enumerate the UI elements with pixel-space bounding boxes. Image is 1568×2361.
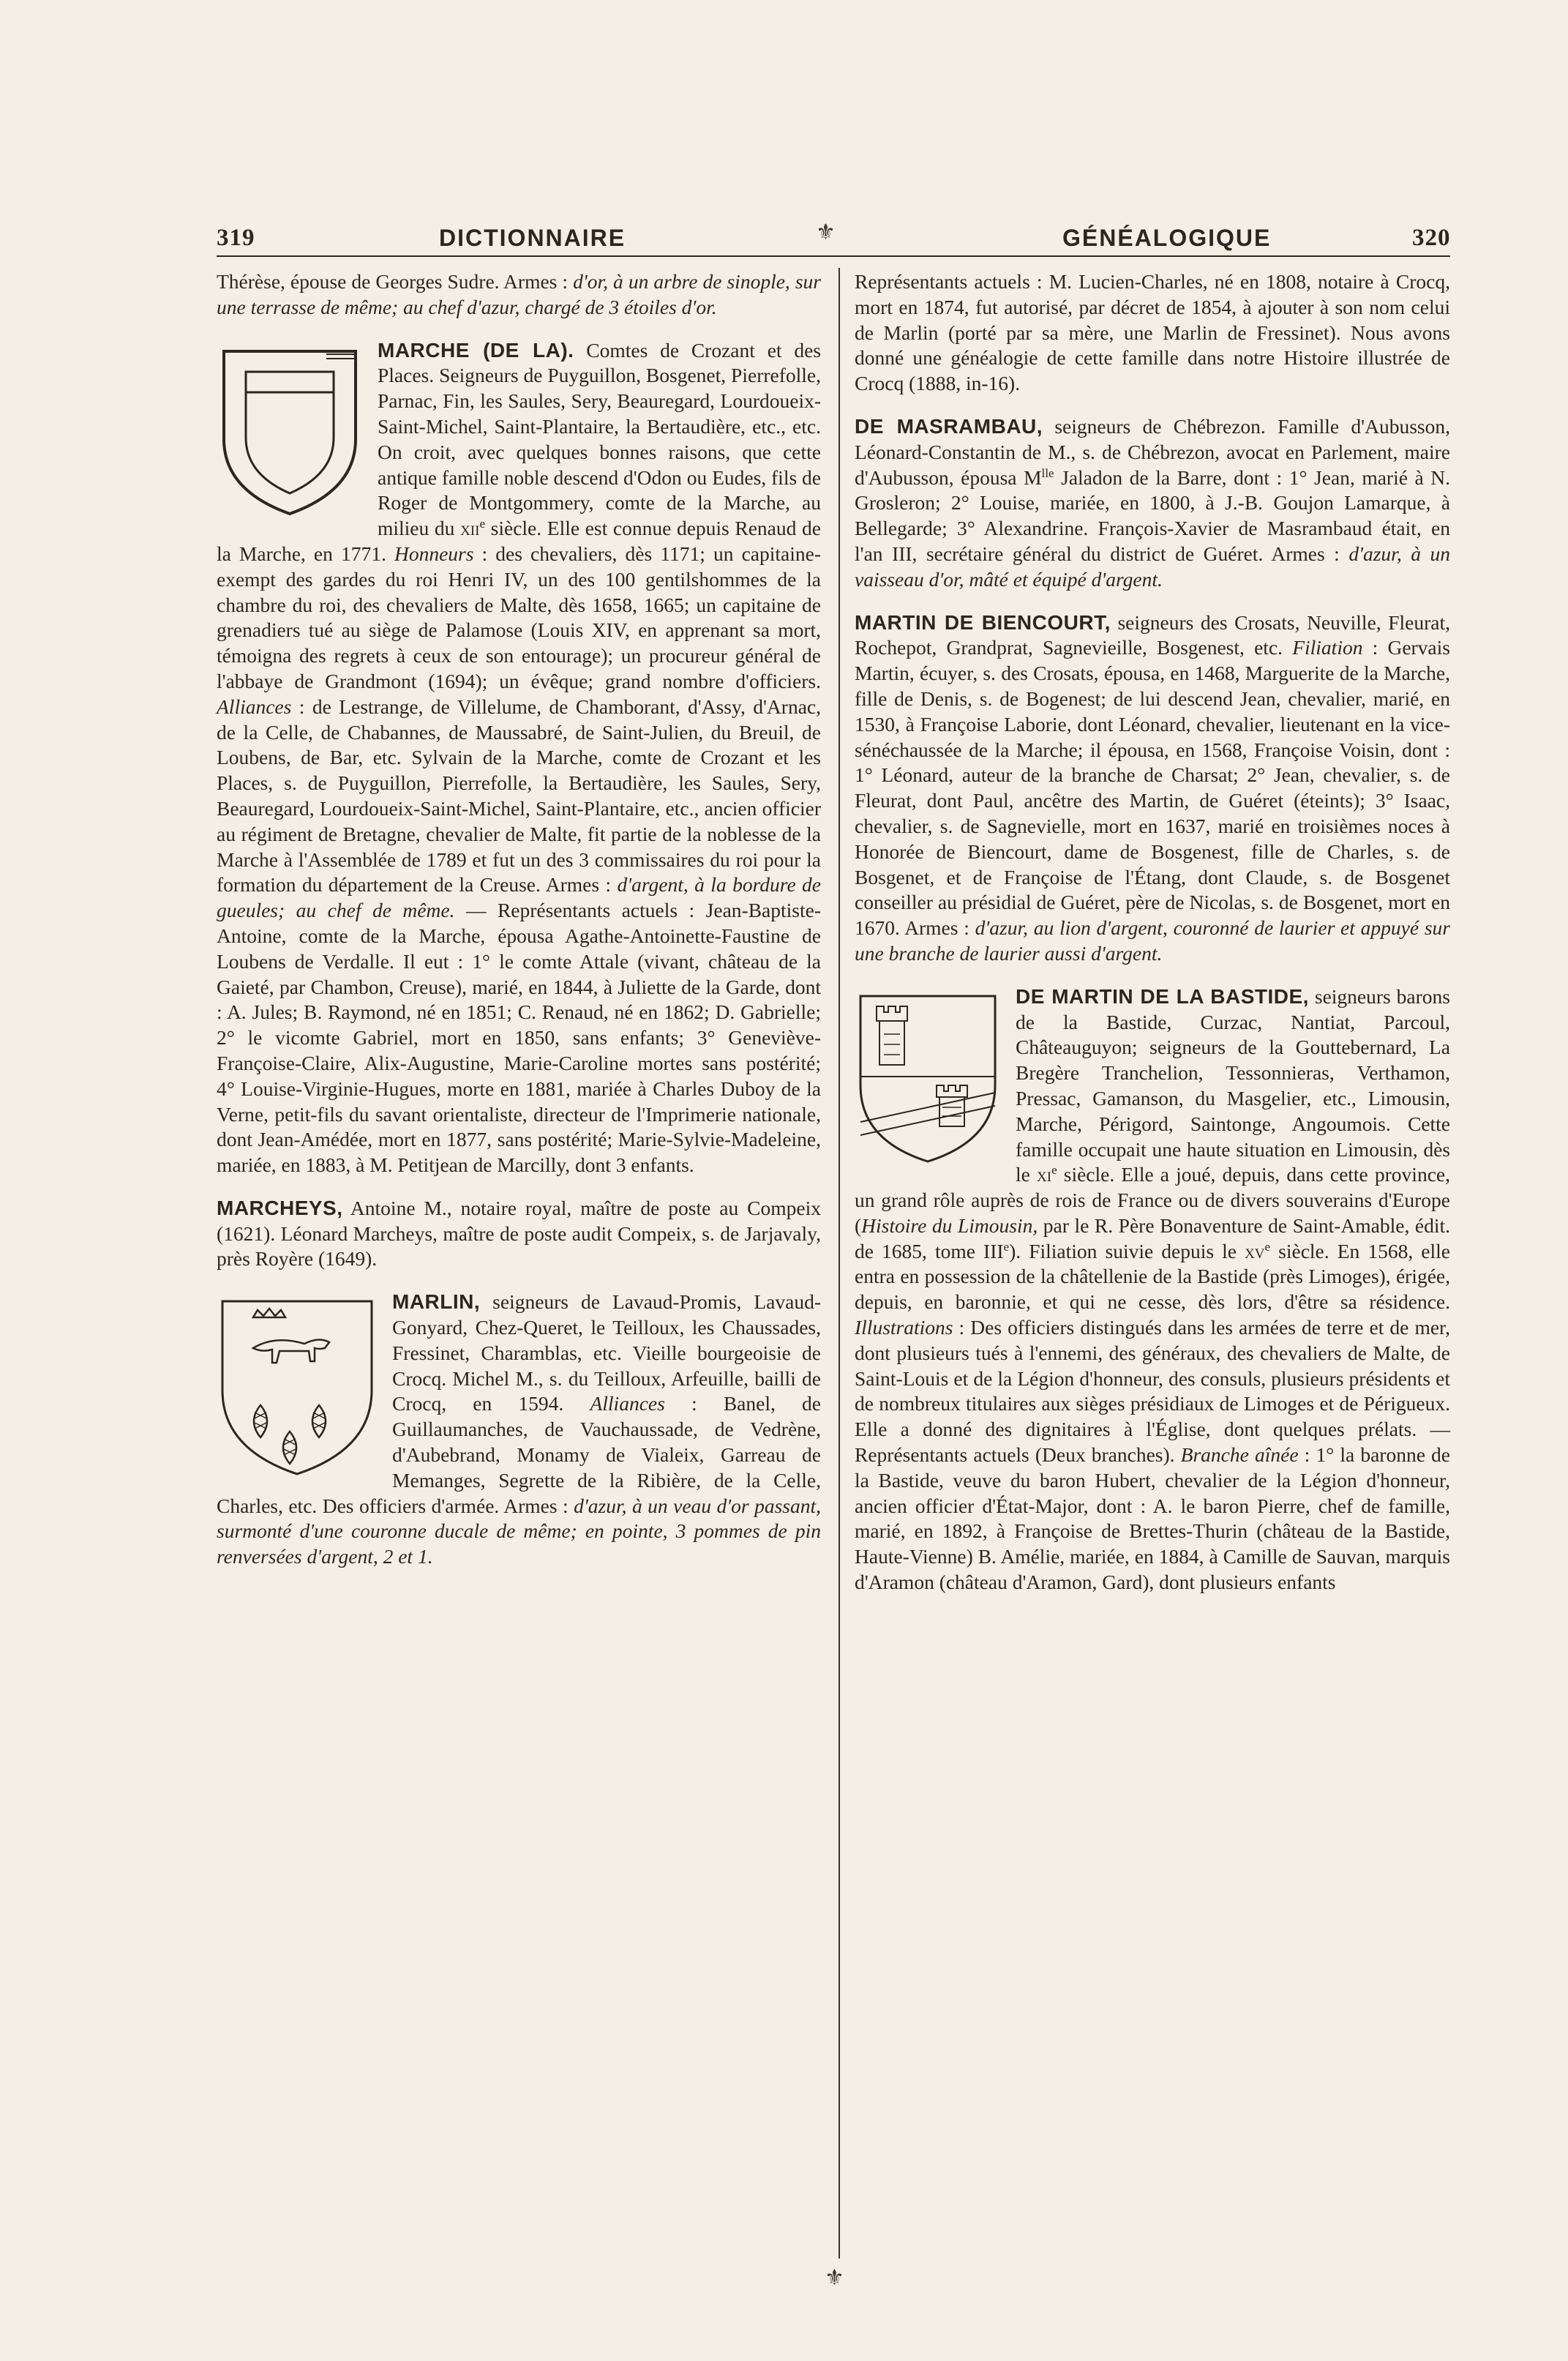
entry-text: seigneurs barons de la Bastide, Curzac, Nantiat, Parcoul, Châteauguyon; seigneurs de la Gouttebernard, La Bregère Tranchelion, Tessonnieras, Verthamon, Pressac, Gamanson, du Masgelier, etc., Limousin, Marche, Périgord, Saintonge, Angoumois. Cette famille occupait une haute situation en Limousin, dès le: [1016, 984, 1450, 1186]
entry-headword: MARLIN,: [392, 1290, 481, 1314]
entry-marche: [217, 338, 821, 1178]
entry-continuation: [855, 269, 1450, 397]
entry-text: siècle. Elle a joué, depuis, dans cette province, un grand rôle auprès de rois de France ou de divers souverains d'Europe (: [855, 1163, 1450, 1237]
entry-text: Représentants actuels : M. Lucien-Charles, né en 1808, notaire à Crocq, mort en 1874, fut autorisé, par décret de 1854, à ajouter à son nom celui de Marlin (porté par sa mère, une Marlin de Fressinet). Nous avons donné une généalogie de cette famille dans notre Histoire illustrée de Crocq (1888, in-16).: [855, 270, 1450, 395]
entry-text: : des chevaliers, dès 1171; un capitaine-exempt des gardes du roi Henri IV, un des 100 gentilshommes de la chambre du roi, des chevaliers de Malte, dès 1658, 1665; un capitaine de grenadiers tué au siège de Palamose (Louis XIV, en apprenant sa mort, témoigna des regrets à ceux de son entourage); un procureur général de l'abbaye de Grandmont (1694); un évêque; grand nombre d'officiers.: [217, 542, 821, 692]
entry-text: siècle. En 1568, elle entra en possession de la châtellenie de la Bastide (près Limoges), érigée, depuis, en baronnie, et qui ne cesse, dès lors, d'être sa résidence.: [855, 1239, 1450, 1314]
entry-text: Histoire du Limousin,: [861, 1213, 1038, 1237]
entry-text: e: [1264, 1239, 1271, 1254]
header-rule: [217, 255, 1450, 257]
entry-text: Comtes de Crozant et des Places. Seigneurs de Puyguillon, Bosgenet, Pierrefolle, Parnac, Fin, les Saules, Sery, Beauregard, Lourdoueix-Saint-Michel, Saint-Plantaire, la Bertaudière, etc., etc. On croit, avec quelques bonnes raisons, que cette antique famille noble descend d'Odon ou Eudes, fils de Roger de Montgommery, comte de la Marche, au milieu du: [378, 338, 822, 540]
entry-text: Filiation: [1292, 636, 1363, 659]
entry-masrambau: [855, 414, 1450, 593]
entry-text: e: [1003, 1239, 1010, 1254]
entry-text: Illustrations: [855, 1316, 953, 1339]
entry-text: lle: [1041, 465, 1054, 480]
left-running-head: DICTIONNAIRE: [439, 225, 626, 251]
entry-text: e: [479, 517, 486, 531]
entry-text: Antoine M., notaire royal, maître de poste au Compeix (1621). Léonard Marcheys, maître de poste audit Compeix, s. de Jarjavaly, près Royère (1649).: [217, 1196, 821, 1271]
column-divider: [839, 268, 840, 2259]
entry-text: Jaladon de la Barre, dont : 1° Jean, marié à N. Grosleron; 2° Louise, mariée, en 1800, à J.-B. Goujon Lamarque, à Bellegarde; 3° Alexandrine. François-Xavier de Masrambaud était, en l'an III, secrétaire général du district de Guéret. Armes :: [855, 465, 1450, 565]
entry-text: par le R. Père Bonaventure de Saint-Amable, édit. de 1685, tome III: [855, 1213, 1450, 1262]
entry-text: e: [1051, 1163, 1057, 1178]
entry-headword: DE MASRAMBAU,: [855, 414, 1043, 438]
entry-text: ). Filiation suivie depuis le: [1009, 1239, 1245, 1262]
entry-marlin: [217, 1290, 821, 1570]
left-column: [217, 269, 821, 1570]
right-running-head: GÉNÉALOGIQUE: [1062, 225, 1272, 251]
entry-bastide: [855, 984, 1450, 1595]
right-page-number: 320: [1412, 225, 1451, 251]
right-column: [855, 269, 1450, 1595]
entry-text: Branche aînée: [1180, 1443, 1299, 1467]
coat-of-arms-bastide-icon: [855, 990, 1001, 1166]
entry-text: Alliances: [217, 695, 292, 718]
fleur-de-lis-ornament-icon: ⚜: [816, 220, 836, 244]
entry-text: : 1° la baronne de la Bastide, veuve du baron Hubert, chevalier de la Légion d'honneur, ancien officier d'État-Major, dont : A. le baron Pierre, chef de famille, marié, en 1892, à Françoise de Brettes-Thurin (château de la Bastide, Haute-Vienne) B. Amélie, mariée, en 1884, à Camille de Sauvan, marquis d'Aramon (château d'Aramon, Gard), dont plusieurs enfants: [855, 1443, 1451, 1594]
entry-text: xv: [1245, 1239, 1265, 1262]
entry-text: Honneurs: [394, 542, 474, 565]
entry-biencourt: [855, 610, 1450, 967]
left-page-number: 319: [217, 225, 255, 251]
entry-headword: MARTIN DE BIENCOURT,: [855, 610, 1111, 634]
entry-text: Alliances: [590, 1392, 665, 1415]
entry-text: — Représentants actuels : Jean-Baptiste-Antoine, comte de la Marche, épousa Agathe-Antoinette-Faustine de Loubens de Verdalle. Il eut : 1° le comte Attale (vivant, château de la Gaieté, par Chambon, Creuse), marié, en 1844, à Juliette de la Garde, dont : A. Jules; B. Raymond, né en 1851; C. Renaud, né en 1862; D. Gabrielle; 2° le vicomte Gabriel, mort en 1850, sans enfants; 3° Geneviève-Françoise-Claire, Alix-Augustine, Marie-Caroline mortes sans postérité; 4° Louise-Virginie-Hugues, morte en 1881, mariée à Charles Duboy de la Verne, petit-fils du savant orientaliste, directeur de l'Imprimerie nationale, dont Jean-Amédée, mort en 1877, sans postérité; Marie-Sylvie-Madeleine, mariée, en 1883, à M. Petitjean de Marcilly, dont 3 enfants.: [217, 899, 821, 1177]
entry-text: seigneurs de Lavaud-Promis, Lavaud-Gonyard, Chez-Queret, le Teilloux, les Chaussades, Fressinet, Charamblas, etc. Vieille bourgeoisie de Crocq. Michel M., s. du Teilloux, Arfeuille, bailli de Crocq, en 1594.: [392, 1290, 821, 1415]
blazon-text: d'azur, à un vaisseau d'or, mâté et équipé d'argent.: [855, 542, 1451, 591]
coat-of-arms-marlin-icon: [217, 1295, 378, 1478]
blazon-text: d'or, à un arbre de sinople, sur une terrasse de même; au chef d'azur, chargé de 3 étoiles d'or.: [217, 270, 821, 318]
blazon-text: d'azur, à un veau d'or passant, surmonté d'une couronne ducale de même; en pointe, 3 pommes de pin renversées d'argent, 2 et 1.: [217, 1494, 821, 1568]
entry-headword: DE MARTIN DE LA BASTIDE,: [1016, 984, 1309, 1008]
fleur-de-lis-ornament-icon: ⚜: [825, 2266, 844, 2290]
entry-text: : de Lestrange, de Villelume, de Chamborant, d'Assy, d'Arnac, de la Celle, de Chabannes, de Maussabré, de Saint-Julien, du Breuil, de Loubens, de Bar, etc. Sylvain de la Marche, comte de Crozant et les Places, s. de Puyguillon, Pierrefolle, la Bertaudière, les Saules, Sery, Beauregard, Lourdoueix-Saint-Michel, Saint-Plantaire, etc., ancien officier au régiment de Bretagne, chevalier de Malte, fit partie de la noblesse de la Marche à l'Assemblée de 1789 et fut un des 3 commissaires du roi pour la formation du département de la Creuse. Armes :: [217, 695, 821, 897]
entry-text: siècle. Elle est connue depuis Renaud de la Marche, en 1771.: [217, 517, 821, 565]
entry-marcheys: [217, 1196, 821, 1272]
entry-headword: MARCHE (DE LA).: [378, 338, 574, 362]
entry-text: seigneurs de Chébrezon. Famille d'Aubusson, Léonard-Constantin de M., s. de Chébrezon, avocat en Parlement, maire d'Aubusson, épousa M: [855, 414, 1450, 489]
entry-text: xii: [460, 517, 480, 540]
entry-text: xi: [1037, 1163, 1052, 1186]
coat-of-arms-marche-icon: [217, 344, 363, 520]
entry-text: : Des officiers distingués dans les armées de terre et de mer, dont plusieurs tués à l'ennemi, des généraux, des chevaliers de Malte, de Saint-Louis et de la Légion d'honneur, des consuls, plusieurs présidents et de nombreux titulaires aux sièges présidiaux de Limoges et de Périgueux. Elle a donné des dignitaires à l'Église, dont quelques prélats. — Représentants actuels (Deux branches).: [855, 1316, 1450, 1467]
entry-text: Thérèse, épouse de Georges Sudre. Armes :: [217, 270, 574, 293]
entry-text: : Gervais Martin, écuyer, s. des Crosats, épousa, en 1468, Marguerite de la Marche, fille de Denis, s. de Bogenest; de lui descend Jean, chevalier, marié, en 1530, à Françoise Laborie, dont Léonard, chevalier, lieutenant en la vice-sénéchaussée de la Marche; il épousa, en 1568, Françoise Voisin, dont : 1° Léonard, auteur de la branche de Charsat; 2° Jean, chevalier, s. de Fleurat, dont Paul, ancêtre des Martin, de Guéret (éteints); 3° Isaac, chevalier, s. de Sagnevielle, mort en 1637, marié en troisièmes noces à Honorée de Biencourt, dame de Bosgenest, fille de Charles, s. de Bosgenet, et de Françoise de l'Étang, dont Claude, s. de Bosgenet conseiller au présidial de Guéret, père de Nicolas, s. de Bosgenet, mort en 1670. Armes :: [855, 636, 1450, 940]
entry-continuation: [217, 269, 821, 321]
blazon-text: d'argent, à la bordure de gueules; au chef de même.: [217, 873, 822, 922]
entry-text: : Banel, de Guillaumanches, de Vauchaussade, de Vedrène, d'Aubebrand, Monamy de Vialeix, Garreau de Memanges, Segrette de la Ribière, de la Celle, Charles, etc. Des officiers d'armée. Armes :: [217, 1392, 821, 1517]
blazon-text: d'azur, au lion d'argent, couronné de laurier et appuyé sur une branche de laurier aussi d'argent.: [855, 916, 1450, 965]
entry-text: seigneurs des Crosats, Neuville, Fleurat, Rochepot, Grandprat, Sagnevieille, Bosgenest, etc.: [855, 610, 1450, 659]
entry-headword: MARCHEYS,: [217, 1196, 343, 1219]
